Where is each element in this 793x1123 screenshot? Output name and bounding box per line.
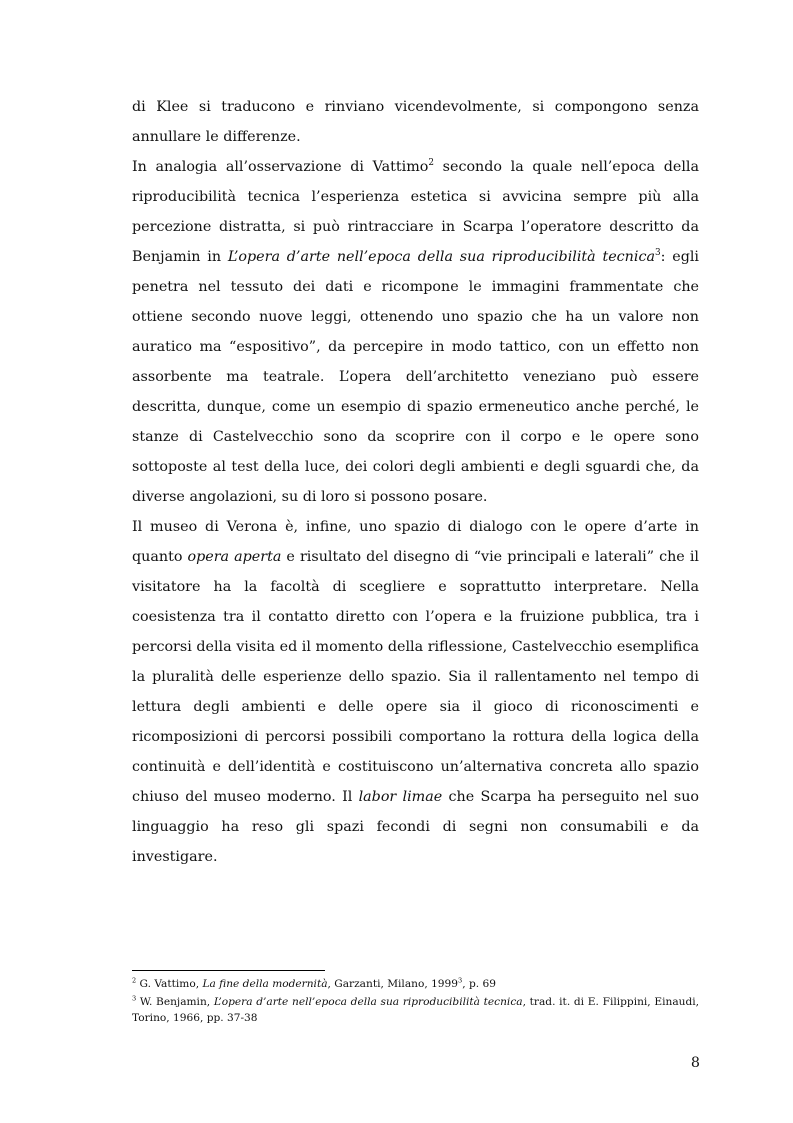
footnote-ref: 3 [458, 976, 463, 985]
footnote [132, 976, 699, 993]
paragraph [132, 512, 699, 872]
italic-text-run: opera aperta [187, 549, 282, 565]
footnote [132, 994, 699, 1027]
paragraph [132, 92, 699, 152]
footnote-ref: 2 [428, 158, 434, 169]
footnote-run: , trad. it. di E. Filippini, Einaudi, Torino, 1966, pp. 37-38 [132, 995, 699, 1024]
text-run: Il museo di Verona è, infine, uno spazio di dialogo con le opere d’arte in quanto [132, 519, 699, 565]
page-number: 8 [690, 1055, 700, 1071]
text-run: In analogia all’osservazione di Vattimo [132, 159, 429, 175]
italic-text-run: L’opera d’arte nell’epoca della sua riproducibilità tecnica [227, 249, 655, 265]
footnote-ref: 2 [132, 976, 137, 985]
italic-text-run: labor limae [358, 789, 443, 805]
text-run: : egli penetra nel tessuto dei dati e ricompone le immagini frammentate che ottiene secondo nuove leggi, ottenendo uno spazio che ha un valore non auratico ma “espositivo”, da percepire in modo tattico, con un effetto non assorbente ma teatrale. L’opera dell’architetto veneziano può essere descritta, dunque, come un esempio di spazio ermeneutico anche perché, le stanze di Castelvecchio sono da scoprire con il corpo e le opere sono sottoposte al test della luce, dei colori degli ambienti e degli sguardi che, da diverse angolazioni, su di loro si possono posare. [132, 249, 699, 505]
footnotes [132, 976, 699, 1028]
footnote-run: G. Vattimo, [136, 978, 203, 990]
footnote-run: , Garzanti, Milano, 1999 [327, 978, 459, 990]
footnote-ref: 3 [132, 993, 137, 1002]
text-run: secondo la quale nell’epoca della riproducibilità tecnica l’esperienza estetica si avvicina sempre più alla percezione distratta, si può rintracciare in Scarpa l’operatore descritto da Benjamin in [132, 159, 699, 265]
body-text [132, 92, 699, 872]
footnote-run: W. Benjamin, [136, 995, 214, 1008]
footnote-run: , p. 69 [462, 978, 496, 990]
text-run: di Klee si traducono e rinviano vicendevolmente, si compongono senza annullare le differenze. [132, 99, 699, 145]
footnote-separator [132, 970, 325, 971]
paragraph [132, 152, 699, 512]
italic-footnote-run: La fine della modernità [202, 978, 328, 990]
italic-footnote-run: L’opera d’arte nell’epoca della sua riproducibilità tecnica [213, 995, 523, 1008]
text-run: che Scarpa ha perseguito nel suo linguaggio ha reso gli spazi fecondi di segni non consumabili e da investigare. [132, 789, 700, 865]
text-run: e risultato del disegno di “vie principali e laterali” che il visitatore ha la facoltà di scegliere e soprattutto interpretare. Nella coesistenza tra il contatto diretto con l’opera e la fruizione pubblica, tra i percorsi della visita ed il momento della riflessione, Castelvecchio esemplifica la pluralità delle esperienze dello spazio. Sia il rallentamento nel tempo di lettura degli ambienti e delle opere sia il gioco di riconoscimenti e ricomposizioni di percorsi possibili comportano la rottura della logica della continuità e dell’identità e costituiscono un’alternativa concreta allo spazio chiuso del museo moderno. Il [132, 549, 699, 805]
footnote-ref: 3 [655, 248, 661, 259]
